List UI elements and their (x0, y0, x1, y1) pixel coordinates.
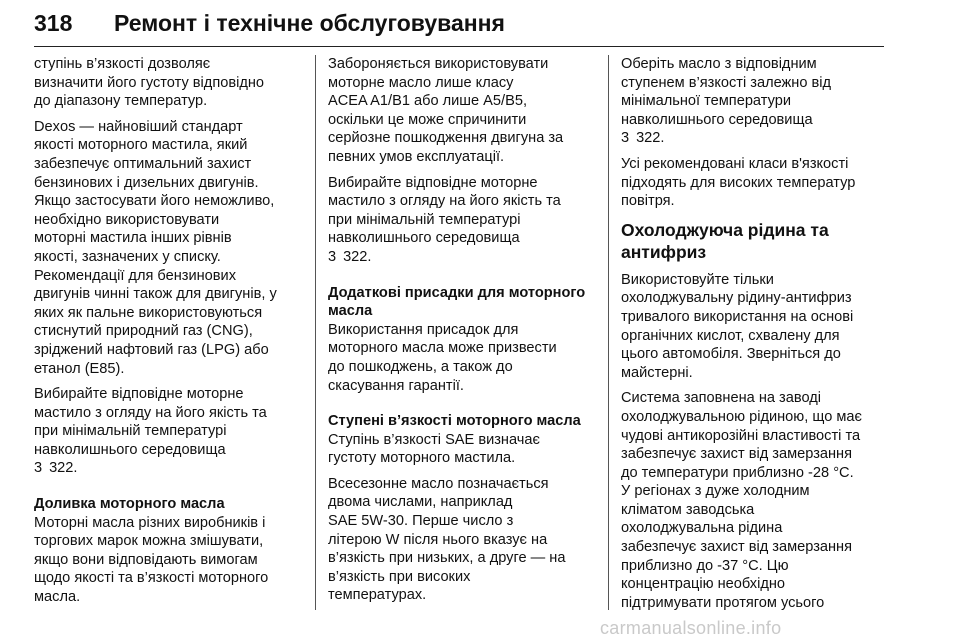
running-title: Ремонт і технічне обслуговування (114, 10, 505, 36)
text-line: Усі рекомендовані класи в'язкості (621, 155, 849, 172)
reference-arrow-icon: 3 (34, 460, 43, 477)
column-1 (34, 55, 302, 614)
text-line: Якщо застосувати його неможливо, (34, 193, 275, 210)
text-line: Оберіть масло з відповідним (621, 56, 817, 72)
text-line: навколишнього середовища (34, 441, 226, 458)
text-line: в’язкість при низьких, а друге — на (328, 550, 566, 567)
text-line: при мінімальній температурі (328, 211, 521, 228)
text-line: при мінімальній температурі (34, 423, 227, 440)
text-line: яких як пальне використовуються (34, 304, 263, 321)
paragraph (328, 321, 594, 395)
text-line: ACEA A1/B1 або лише A5/B5, (328, 93, 527, 110)
page-number: 318 (34, 10, 73, 36)
section-heading: Ступені в’язкості моторного масла (328, 413, 581, 430)
text-line: серйозне пошкодження двигуна за (328, 130, 564, 147)
text-line: ступенем в’язкості залежно від (621, 74, 832, 91)
text-line: концентрацію необхідно (621, 576, 786, 593)
text-line: повітря. (621, 193, 675, 210)
text-line: визначити його густоту відповідно (34, 74, 265, 91)
paragraph (621, 55, 891, 148)
text-line: приблизно до -37 °C. Цю (621, 557, 789, 574)
text-line: в’язкість при високих (328, 568, 471, 585)
text-line: кліматом заводська (621, 501, 755, 518)
text-line: мастило з огляду на його якість та (34, 404, 267, 421)
text-line: чудові антикорозійні властивості та (621, 427, 861, 444)
paragraph (328, 174, 594, 267)
text-line: оскільки це може спричинити (328, 111, 527, 128)
text-line: якщо вони відповідають вимогам (34, 551, 258, 568)
paragraph (34, 55, 302, 111)
text-line: до температури приблизно -28 °C. (621, 464, 854, 481)
text-line: У регіонах з дуже холодним (621, 483, 810, 500)
text-line: бензинових і дизельних двигунів. (34, 174, 259, 191)
text-line: ступінь в’язкості дозволяє (34, 56, 211, 72)
reference-arrow-icon: 3 (621, 130, 630, 147)
paragraph (328, 431, 594, 468)
text-line: охолоджувальна рідина (621, 520, 783, 537)
text-line: забезпечує захист від замерзання (621, 539, 853, 556)
text-line: Моторні масла різних виробників і (34, 514, 266, 531)
text-line: Використовуйте тільки (621, 271, 774, 288)
paragraph (621, 389, 891, 612)
text-line: мінімальної температури (621, 93, 791, 110)
text-line: зріджений нафтовий газ (LPG) або (34, 341, 269, 358)
text-line: навколишнього середовища (621, 111, 813, 128)
text-line: охолоджувальною рідиною, що має (621, 408, 862, 425)
text-line: тривалого використання на основі (621, 308, 854, 325)
text-line: SAE 5W-30. Перше число з (328, 513, 514, 530)
text-line: двигунів чинні також для двигунів, у (34, 286, 277, 303)
text-line: навколишнього середовища (328, 230, 520, 247)
text-line: підходять для високих температур (621, 174, 856, 191)
text-line: Рекомендації для бензинових (34, 267, 237, 284)
text-line: необхідно використовувати (34, 211, 220, 228)
text-line: моторного масла може призвести (328, 340, 557, 357)
column-2 (328, 55, 594, 612)
text-line: скасування гарантії. (328, 377, 464, 394)
text-line: моторні мастила інших рівнів (34, 230, 232, 247)
text-line: мастило з огляду на його якість та (328, 193, 561, 210)
paragraph (34, 385, 302, 478)
paragraph (34, 118, 302, 378)
paragraph (621, 155, 891, 211)
watermark: carmanualsonline.info (600, 618, 782, 638)
text-line: літерою W після нього вказує на (328, 531, 548, 548)
text-line: Всесезонне масло позначається (328, 475, 549, 492)
section-heading: Додаткові присадки для моторного (328, 284, 586, 301)
text-line: Забороняється використовувати (328, 56, 549, 72)
column-divider (608, 55, 609, 610)
section-heading: Доливка моторного масла (34, 496, 225, 513)
text-line: стиснутий природний газ (CNG), (34, 323, 253, 340)
reference-arrow-icon: 3 (328, 248, 337, 265)
text-line: майстерні. (621, 364, 693, 381)
paragraph (34, 514, 302, 607)
text-line: Ступінь в’язкості SAE визначає (328, 431, 540, 448)
page-reference[interactable]: 3 322. (34, 460, 78, 477)
section-heading: Охолоджуюча рідина та антифриз (621, 219, 829, 262)
text-line: якості моторного мастила, який (34, 137, 248, 154)
column-3 (621, 55, 891, 619)
text-line: до діапазону температур. (34, 93, 208, 110)
text-line: густоту моторного мастила. (328, 450, 516, 467)
text-line: щодо якості та в’язкості моторного (34, 570, 269, 587)
text-line: двома числами, наприклад (328, 494, 513, 511)
paragraph (328, 475, 594, 605)
text-line: охолоджувальну рідину-антифриз (621, 290, 852, 307)
text-line: забезпечує оптимальний захист (34, 155, 252, 172)
text-line: Система заповнена на заводі (621, 390, 821, 407)
column-divider (315, 55, 316, 610)
text-line: органічних кислот, схвалену для (621, 327, 840, 344)
text-line: Dexos — найновіший стандарт (34, 118, 243, 135)
text-line: температурах. (328, 587, 427, 604)
text-line: Використання присадок для (328, 321, 519, 338)
page-reference[interactable]: 3 322. (621, 130, 665, 147)
text-line: етанол (E85). (34, 360, 125, 377)
text-line: до пошкоджень, а також до (328, 358, 513, 375)
text-line: якості, зазначених у списку. (34, 248, 221, 265)
text-line: масла. (34, 589, 81, 606)
paragraph (621, 271, 891, 383)
text-line: забезпечує захист від замерзання (621, 446, 853, 463)
paragraph (328, 55, 594, 167)
text-line: моторне масло лише класу (328, 74, 514, 91)
page-reference[interactable]: 3 322. (328, 248, 372, 265)
text-line: Вибирайте відповідне моторне (34, 386, 244, 403)
text-line: торгових марок можна змішувати, (34, 533, 264, 550)
text-line: цього автомобіля. Зверніться до (621, 346, 841, 363)
page-header (34, 10, 884, 47)
text-line: Вибирайте відповідне моторне (328, 174, 538, 191)
text-line: певних умов експлуатації. (328, 148, 505, 165)
section-heading: масла (328, 303, 373, 320)
text-line: підтримувати протягом усього (621, 594, 825, 611)
